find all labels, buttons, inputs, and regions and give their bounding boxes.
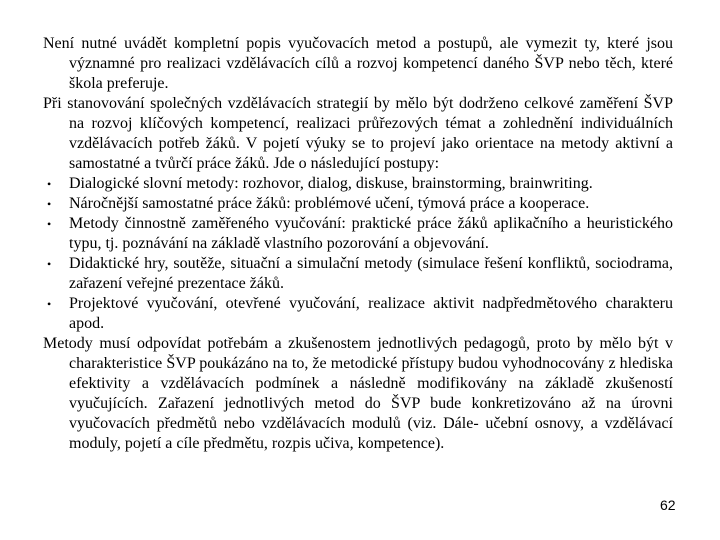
- list-item-text: Projektové vyučování, otevřené vyučování, realizace aktivit nadpředmětového charakteru apod.: [69, 295, 673, 332]
- list-item: [43, 174, 673, 194]
- strategy-paragraph: Při stanovování společných vzdělávacích strategií by mělo být dodrženo celkové zaměření ŠVP na rozvoj klíčových kompetencí, realizaci průřezových témat a zohlednění individuálních vzdělávacích potřeb žáků. V pojetí výuky se to projeví jako orientace na metody aktivní a samostatné a tvůrčí práce žáků. Jde o následující postupy:: [43, 95, 673, 172]
- intro-paragraph: Není nutné uvádět kompletní popis vyučovacích metod a postupů, ale vymezit ty, které jsou významné pro realizaci vzdělávacích cílů a rozvoj kompetencí daného ŠVP nebo těch, které škola preferuje.: [43, 35, 673, 92]
- closing-paragraph: Metody musí odpovídat potřebám a zkušenostem jednotlivých pedagogů, proto by mělo být v charakteristice ŠVP poukázáno na to, že metodické přístupy budou vyhodnocovány z hlediska efektivity a vzdělávacích podmínek a následně modifikovány na základě zkušeností vyučujících. Zařazení jednotlivých metod do ŠVP bude konkretizováno až na úrovni vyučovacích předmětů nebo vzdělávacích modulů (viz. Dále- učební osnovy, a vzdělávací moduly, pojetí a cíle předmětu, rozpis učiva, kompetence).: [43, 335, 673, 452]
- list-item-text: Dialogické slovní metody: rozhovor, dialog, diskuse, brainstorming, brainwriting.: [69, 175, 593, 192]
- list-item: [43, 214, 673, 254]
- bullet-icon: •: [47, 217, 52, 231]
- list-item: [43, 294, 673, 334]
- list-item: [43, 254, 673, 294]
- bullet-icon: •: [47, 257, 52, 271]
- list-item: [43, 194, 673, 214]
- bullet-icon: •: [47, 177, 52, 191]
- page-number: 62: [660, 497, 676, 513]
- bullet-icon: •: [47, 297, 52, 311]
- list-item-text: Metody činnostně zaměřeného vyučování: praktické práce žáků aplikačního a heuristického typu, tj. poznávání na základě vlastního pozorování a objevování.: [69, 215, 673, 252]
- list-item-text: Didaktické hry, soutěže, situační a simulační metody (simulace řešení konfliktů, sociodrama, zařazení veřejné prezentace žáků.: [69, 255, 673, 292]
- document-body: [43, 34, 673, 454]
- methods-list: [43, 174, 673, 334]
- list-item-text: Náročnější samostatné práce žáků: problémové učení, týmová práce a kooperace.: [69, 195, 590, 212]
- bullet-icon: •: [47, 197, 52, 211]
